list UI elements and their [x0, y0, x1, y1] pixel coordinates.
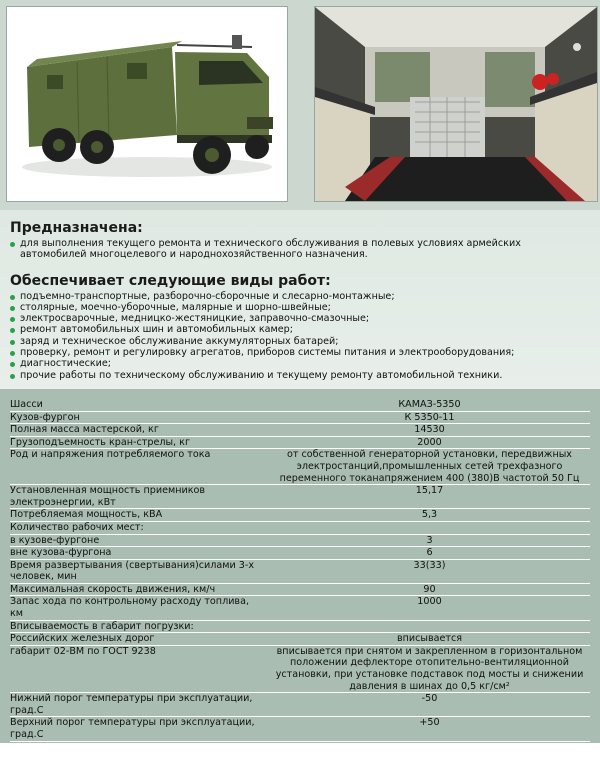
param-cell: Российских железных дорог	[10, 633, 269, 646]
table-row	[10, 399, 590, 411]
table-row	[10, 521, 590, 534]
bullet-icon	[10, 306, 15, 311]
param-cell: Шасси	[10, 399, 269, 411]
bullet-icon	[10, 328, 15, 333]
param-cell: Потребляемая мощность, кВА	[10, 509, 269, 522]
param-cell: габарит 02-ВМ по ГОСТ 9238	[10, 645, 269, 692]
value-cell: 2000	[269, 436, 590, 449]
workshop-interior-illustration	[315, 7, 597, 201]
works-heading: Обеспечивает следующие виды работ:	[10, 272, 331, 289]
table-row	[10, 583, 590, 596]
table-row	[10, 596, 590, 620]
list-item: ремонт автомобильных шин и автомобильных камер;	[10, 324, 590, 335]
table-row	[10, 559, 590, 583]
list-item: для выполнения текущего ремонта и технического обслуживания в полевых условиях армейских автомобилей многоцелевого и народнохозяйственного назначения.	[10, 238, 590, 261]
param-cell: вне кузова-фургона	[10, 547, 269, 560]
truck-illustration	[7, 7, 287, 201]
bullet-icon	[10, 340, 15, 345]
param-cell: Запас хода по контрольному расходу топлива, км	[10, 596, 269, 620]
value-cell: -50	[269, 693, 590, 717]
value-cell: 6	[269, 547, 590, 560]
list-item: столярные, моечно-уборочные, малярные и шорно-швейные;	[10, 302, 590, 313]
table-row	[10, 509, 590, 522]
table-row	[10, 485, 590, 509]
list-item: подъемно-транспортные, разборочно-сборочные и слесарно-монтажные;	[10, 291, 590, 302]
table-row	[10, 717, 590, 741]
bullet-icon	[10, 374, 15, 379]
param-cell: Грузоподъемность кран-стрелы, кг	[10, 436, 269, 449]
photo-strip	[0, 0, 600, 210]
value-cell: КАМАЗ-5350	[269, 399, 590, 411]
value-cell: вписывается	[269, 633, 590, 646]
param-cell: Нижний порог температуры при эксплуатации, град.С	[10, 693, 269, 717]
purpose-list	[10, 238, 590, 261]
param-cell: Установленная мощность приемников электроэнергии, кВт	[10, 485, 269, 509]
param-cell: Кузов-фургон	[10, 411, 269, 424]
list-item: диагностические;	[10, 358, 590, 369]
value-cell: +50	[269, 717, 590, 741]
value-cell: 15,17	[269, 485, 590, 509]
description-section	[0, 210, 600, 389]
list-item: заряд и техническое обслуживание аккумуляторных батарей;	[10, 336, 590, 347]
param-cell: Время развертывания (свертывания)силами 3-х человек, мин	[10, 559, 269, 583]
value-cell: 90	[269, 583, 590, 596]
interior-photo	[314, 6, 598, 202]
value-cell: 5,3	[269, 509, 590, 522]
bullet-icon	[10, 242, 15, 247]
purpose-heading: Предназначена:	[10, 220, 143, 236]
table-row	[10, 411, 590, 424]
specifications-table	[10, 399, 590, 742]
table-row	[10, 547, 590, 560]
value-cell: 3	[269, 534, 590, 547]
value-cell: 14530	[269, 424, 590, 437]
table-row	[10, 449, 590, 485]
specifications-section	[0, 389, 600, 743]
bullet-icon	[10, 317, 15, 322]
table-row	[10, 436, 590, 449]
value-cell: вписывается при снятом и закрепленном в горизонтальном положении дефлекторе отопительно-вентиляционной установки, при установке подставок под мосты и снижении давления в шинах до 0,5 кг/см²	[269, 645, 590, 692]
param-cell: в кузове-фургоне	[10, 534, 269, 547]
table-row	[10, 693, 590, 717]
list-item: проверку, ремонт и регулировку агрегатов, приборов системы питания и электрооборудования;	[10, 347, 590, 358]
bullet-icon	[10, 362, 15, 367]
bullet-icon	[10, 295, 15, 300]
param-cell: Вписываемость в габарит погрузки:	[10, 620, 269, 633]
param-cell: Верхний порог температуры при эксплуатации, град.С	[10, 717, 269, 741]
value-cell: 1000	[269, 596, 590, 620]
param-cell: Количество рабочих мест:	[10, 521, 269, 534]
table-row	[10, 645, 590, 692]
list-item: прочие работы по техническому обслуживанию и текущему ремонту автомобильной техники.	[10, 370, 590, 381]
param-cell: Полная масса мастерской, кг	[10, 424, 269, 437]
table-row	[10, 620, 590, 633]
param-cell: Максимальная скорость движения, км/ч	[10, 583, 269, 596]
value-cell: 33(33)	[269, 559, 590, 583]
value-cell	[269, 521, 590, 534]
truck-photo	[6, 6, 288, 202]
works-list	[10, 291, 590, 381]
table-row	[10, 633, 590, 646]
param-cell: Род и напряжения потребляемого тока	[10, 449, 269, 485]
value-cell: от собственной генераторной установки, передвижных электростанций,промышленных сетей трехфазного переменного токанапряжением 400 (380)В частотой 50 Гц	[269, 449, 590, 485]
bullet-icon	[10, 351, 15, 356]
value-cell: К 5350-11	[269, 411, 590, 424]
table-row	[10, 424, 590, 437]
value-cell	[269, 620, 590, 633]
list-item: электросварочные, медницко-жестяницкие, заправочно-смазочные;	[10, 313, 590, 324]
table-row	[10, 534, 590, 547]
